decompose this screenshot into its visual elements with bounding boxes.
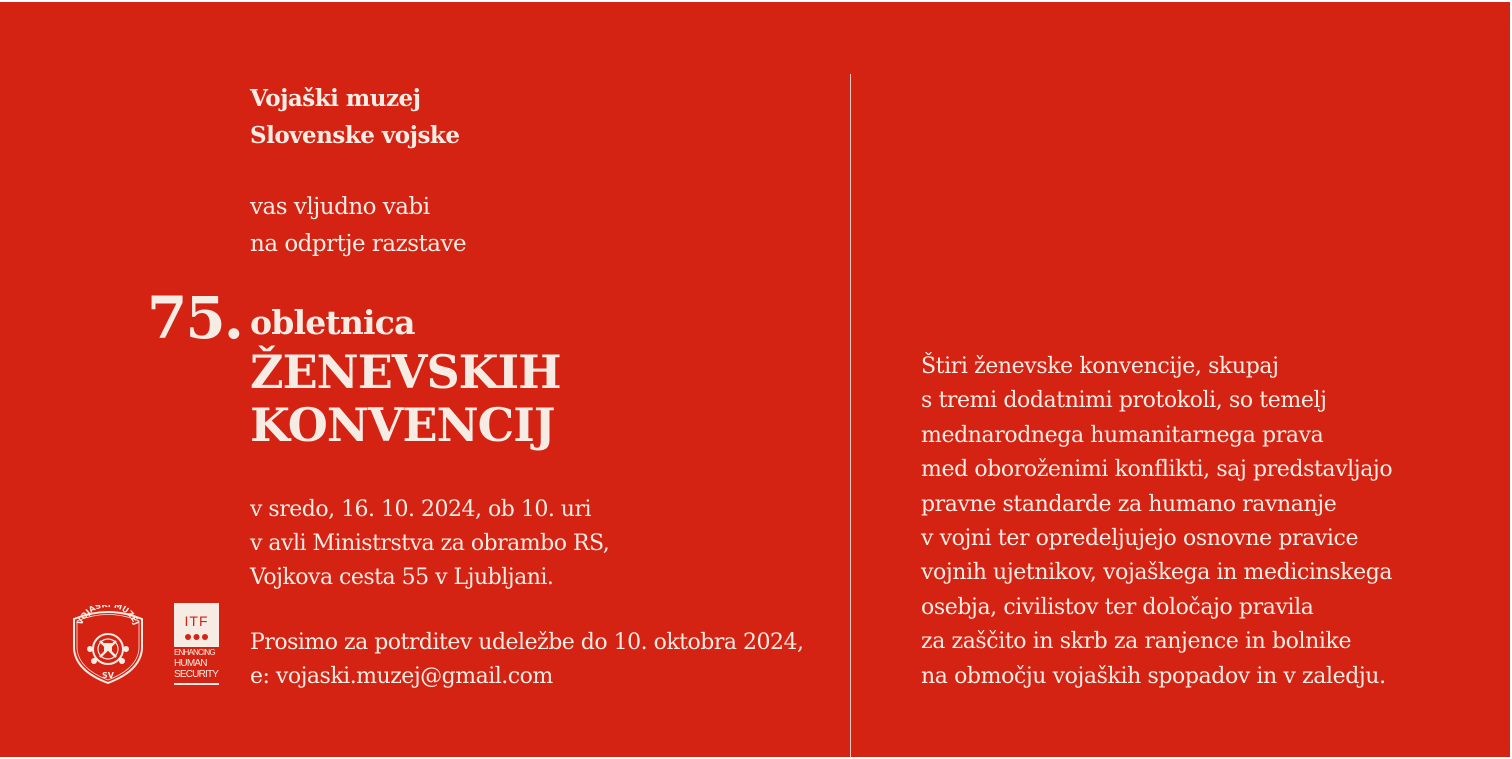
description-line: s tremi dodatnimi protokoli, so temelj	[921, 388, 1327, 414]
museum-emblem-top-text: VOJAŠ MUZEJ	[75, 605, 141, 627]
fold-divider	[850, 74, 851, 758]
event-details	[250, 493, 609, 595]
itf-tagline-line: SECURITY	[174, 669, 219, 680]
organizer-line: Slovenske vojske	[250, 122, 460, 149]
itf-logo-icon	[174, 603, 220, 685]
event-date: v sredo, 16. 10. 2024, ob 10. uri	[250, 497, 592, 522]
itf-acronym: ITF	[184, 613, 209, 629]
itf-underline	[174, 683, 219, 685]
description-line: za zaščito in skrb za ranjence in bolnike	[921, 629, 1352, 655]
military-museum-emblem-icon	[68, 605, 148, 685]
itf-tagline-line: HUMAN	[174, 658, 207, 669]
description-line: na območju vojaških spopadov in v zaledju.	[921, 663, 1386, 689]
itf-logo-box	[174, 603, 219, 647]
exhibition-title-line: ŽENEVSKIH	[250, 345, 561, 399]
anniversary-label: obletnica	[250, 303, 415, 342]
svg-text:VOJAŠKI MUZEJ	[75, 605, 141, 626]
organizer-line: Vojaški muzej	[250, 85, 421, 112]
description-line: pravne standarde za humano ravnanje	[921, 491, 1337, 517]
itf-tagline-line: ENHANCING	[174, 648, 215, 657]
invitation-line: vas vljudno vabi	[250, 194, 430, 220]
anniversary-number: 75.	[147, 284, 242, 352]
exhibition-title-line: KONVENCIJ	[250, 398, 555, 452]
event-venue: v avli Ministrstva za obrambo RS,	[250, 531, 610, 556]
invitation-card	[0, 2, 1510, 757]
rsvp-note	[250, 626, 803, 694]
description-line: osebja, civilistov ter določajo pravila	[921, 594, 1314, 620]
description-line: Štiri ženevske konvencije, skupaj	[921, 354, 1279, 379]
description-line: v vojni ter opredeljujejo osnovne pravice	[921, 526, 1359, 552]
conventions-description	[921, 350, 1392, 694]
exhibition-title	[250, 346, 561, 452]
rsvp-deadline: Prosimo za potrditev udeležbe do 10. oktobra 2024,	[250, 630, 804, 655]
description-line: med oboroženimi konflikti, saj predstavljajo	[921, 457, 1393, 483]
event-address: Vojkova cesta 55 v Ljubljani.	[250, 565, 554, 590]
invitation-line: na odprtje razstave	[250, 231, 467, 257]
invitation-text	[250, 189, 466, 263]
itf-tagline	[174, 648, 220, 680]
organizer-name	[250, 80, 459, 154]
museum-emblem-bottom-text: SV	[102, 671, 114, 680]
rsvp-email: e: vojaski.muzej@gmail.com	[250, 664, 553, 689]
description-line: mednarodnega humanitarnega prava	[921, 422, 1324, 448]
description-line: vojnih ujetnikov, vojaškega in medicinskega	[921, 560, 1393, 586]
